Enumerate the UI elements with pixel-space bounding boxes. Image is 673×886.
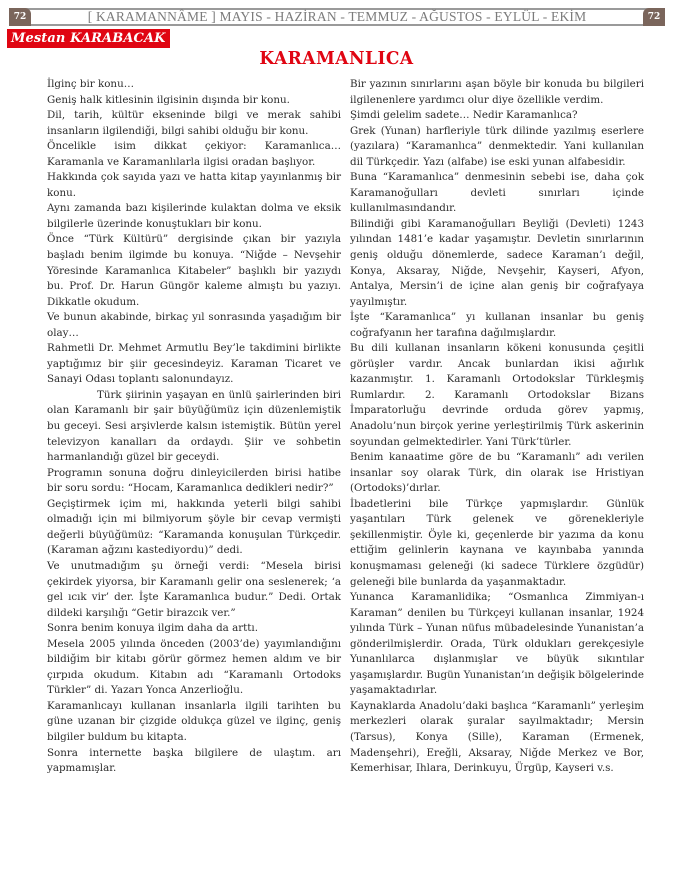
paragraph: Buna “Karamanlıca” denmesinin sebebi ise, daha çok Karamanoğulları devleti sınırları içinde kullanılmasındandır. bbox=[350, 171, 644, 215]
paragraph: Benim kanaatime göre de bu “Karamanlı” adı verilen insanlar soy olarak Türk, din olarak ise Hristiyan (Ortodoks)’dırlar. bbox=[350, 451, 644, 495]
paragraph: Ve bunun akabinde, birkaç yıl sonrasında yaşadığım bir olay… bbox=[47, 311, 341, 339]
page-number-left: 72 bbox=[9, 8, 31, 26]
page-number-right: 72 bbox=[643, 8, 665, 26]
paragraph: Bu dili kullanan insanların kökeni konusunda çeşitli görüşler vardır. Ancak bunlardan ikisi ağırlık kazanmıştır. 1. Karamanlı Ortodokslar Türkleşmiş Rumlardır. 2. Karamanlı Ortodokslar Bizans İmparatorluğu devrinde orduda görev yapmış, Anadolu’nun birçok yerine yerleştirilmiş Türk askerinin soyundan gelmektedirler. Yani Türk’türler. bbox=[350, 342, 644, 448]
paragraph: Önce “Türk Kültürü” dergisinde çıkan bir yazıyla başladı benim ilgimde bu konuya. “Niğde – Nevşehir Yöresinde Karamanlıca Kitabeler” başlıklı bir yazıydı bu. Prof. Dr. Harun Güngör kaleme almıştı bu yazıyı. Dikkatle okudum. bbox=[47, 233, 341, 308]
running-header-title: [ KARAMANNÂME ] MAYIS - HAZİRAN - TEMMUZ - AĞUSTOS - EYLÜL - EKİM bbox=[87, 9, 587, 24]
paragraph: Türk şiirinin yaşayan en ünlü şairlerinden biri olan Karamanlı bir şair büyüğümüz için düzenlemiştik bu geceyi. Sesi arşivlerde kalsın istemiştik. Bütün yerel televizyon kanalları da ordaydı. Şiir ve sohbetin harmanlandığı güzel bir geceydi. bbox=[47, 388, 341, 464]
paragraph: Sonra internette başka bilgilere de ulaştım. arı yapmamışlar. bbox=[47, 746, 341, 775]
right-column bbox=[350, 77, 644, 777]
running-header bbox=[9, 8, 665, 26]
paragraph: Geçiştirmek içim mi, hakkında yeterli bilgi sahibi olmadığı için mi bilmiyorum şöyle bir cevap vermişti değerli büyüğümüz: “Karamanda konuşulan Türkçedir. (Karaman ağzını kastediyordu)” dedi. bbox=[47, 497, 341, 557]
paragraph: Dil, tarih, kültür ekseninde bilgi ve merak sahibi insanların ilgilendiği, bilgi sahibi olduğu bir konu. bbox=[47, 109, 341, 137]
paragraph: İlginç bir konu… bbox=[47, 78, 134, 90]
paragraph: Programın sonuna doğru dinleyicilerden birisi hatibe bir soru sordu: “Hocam, Karamanlıca dedikleri nedir?” bbox=[47, 466, 341, 495]
paragraph: İşte “Karamanlıca” yı kullanan insanlar bu geniş coğrafyanın her tarafına dağılmışlardır. bbox=[350, 311, 644, 339]
paragraph: Öncelikle isim dikkat çekiyor: Karamanlıca… Karamanla ve Karamanlılarla ilgisi oradan başlıyor. bbox=[47, 140, 341, 168]
paragraph: Aynı zamanda bazı kişilerinde kulaktan dolma ve eksik bilgilerle üzerinde konuştukları bir konu. bbox=[47, 202, 341, 230]
paragraph: Bir yazının sınırlarını aşan böyle bir konuda bu bilgileri ilgilenenlere yardımcı olur diye özellikle verdim. bbox=[350, 78, 644, 106]
paragraph: Karamanlıcayı kullanan insanlarla ilgili tarihten bu güne uzanan bir çizgide oldukça güzel ve ilginç, geniş bilgiler buldum bu kitapta. bbox=[47, 699, 341, 743]
paragraph: Mesela 2005 yılında önceden (2003’de) yayımlandığını bildiğim bir kitabı görür görmez hemen aldım ve bir çırpıda okudum. Kitabın adı “Karamanlı Ortodoks Türkler” di. Yazarı Yonca Anzerlioğlu. bbox=[47, 637, 341, 697]
article-title: KARAMANLICA bbox=[259, 48, 414, 70]
paragraph: Bilindiği gibi Karamanoğulları Beyliği (Devleti) 1243 yılından 1481’e kadar yaşamıştır. Devletin sınırlarının geniş olduğu dönemlerde, sadece Karaman’ı değil, Konya, Aksaray, Niğde, Nevşehir, Kayseri, Afyon, Antalya, Mersin’i de içine alan geniş bir coğrafyaya yayılmıştır. bbox=[350, 217, 644, 308]
left-column bbox=[47, 77, 341, 777]
paragraph: İbadetlerini bile Türkçe yapmışlardır. Günlük yaşantıları Türk gelenek ve görenekleriyle şekillenmiştir. Öyle ki, geçenlerde bir yazıma da konu ettiğim gelinlerin kaynana ve kayınbaba yanında konuşmaması geleneği (ki sadece Türklere özgüdür) geleneği bile bunlarda da yaşanmaktadır. bbox=[350, 497, 644, 588]
paragraph: Kaynaklarda Anadolu’daki başlıca “Karamanlı” yerleşim merkezleri olarak şuralar sayılmaktadır; Mersin (Tarsus), Konya (Sille), Karaman (Ermenek, Madenşehri), Ereğli, Aksaray, Niğde Merkez ve Bor, Kemerhisar, Ihlara, Derinkuyu, Ürgüp, Kayseri v.s. bbox=[350, 699, 644, 775]
author-name: Mestan KARABACAK bbox=[7, 29, 170, 48]
paragraph: Hakkında çok sayıda yazı ve hatta kitap yayınlanmış bir konu. bbox=[47, 171, 341, 199]
paragraph: Geniş halk kitlesinin ilgisinin dışında bir konu. bbox=[47, 93, 290, 106]
paragraph: Grek (Yunan) harfleriyle türk dilinde yazılmış eserlere (yazılara) “Karamanlıca” denmektedir. Yani kullanılan dil Türkçedir. Yazı (alfabe) ise eski yunan alfabesidir. bbox=[350, 124, 644, 168]
paragraph: Yunanca Karamanlidika; “Osmanlıca Zimmiyan-ı Karaman” denilen bu Türkçeyi kullanan insanlar, 1924 yılında Türk – Yunan nüfus mübadelesinde Yunanistan’a gönderilmişlerdir. Orada, Türk oldukları gerekçesiyle Yunanlılarca dışlanmışlar ve büyük sıkıntılar yaşamışlardır. Bugün Yunanistan’ın değişik bölgelerinde yaşamaktadırlar. bbox=[350, 591, 644, 697]
paragraph: Sonra benim konuya ilgim daha da arttı. bbox=[47, 622, 258, 635]
paragraph: Rahmetli Dr. Mehmet Armutlu Bey’le takdimini birlikte yaptığımız bir şiir gecesindeyiz. Karaman Ticaret ve Sanayi Odası toplantı salonundayız. bbox=[47, 342, 341, 386]
paragraph: Ve unutmadığım şu örneği verdi: “Mesela birisi çekirdek yiyorsa, bir Karamanlı gelir ona seslenerek; ‘a gel ıcık vir’ der. İşte Karamanlıca budur.” Dedi. Ortak dildeki karşılığı “Getir birazcık ver.” bbox=[47, 559, 341, 619]
paragraph: Şimdi gelelim sadete… Nedir Karamanlıca? bbox=[350, 109, 578, 122]
